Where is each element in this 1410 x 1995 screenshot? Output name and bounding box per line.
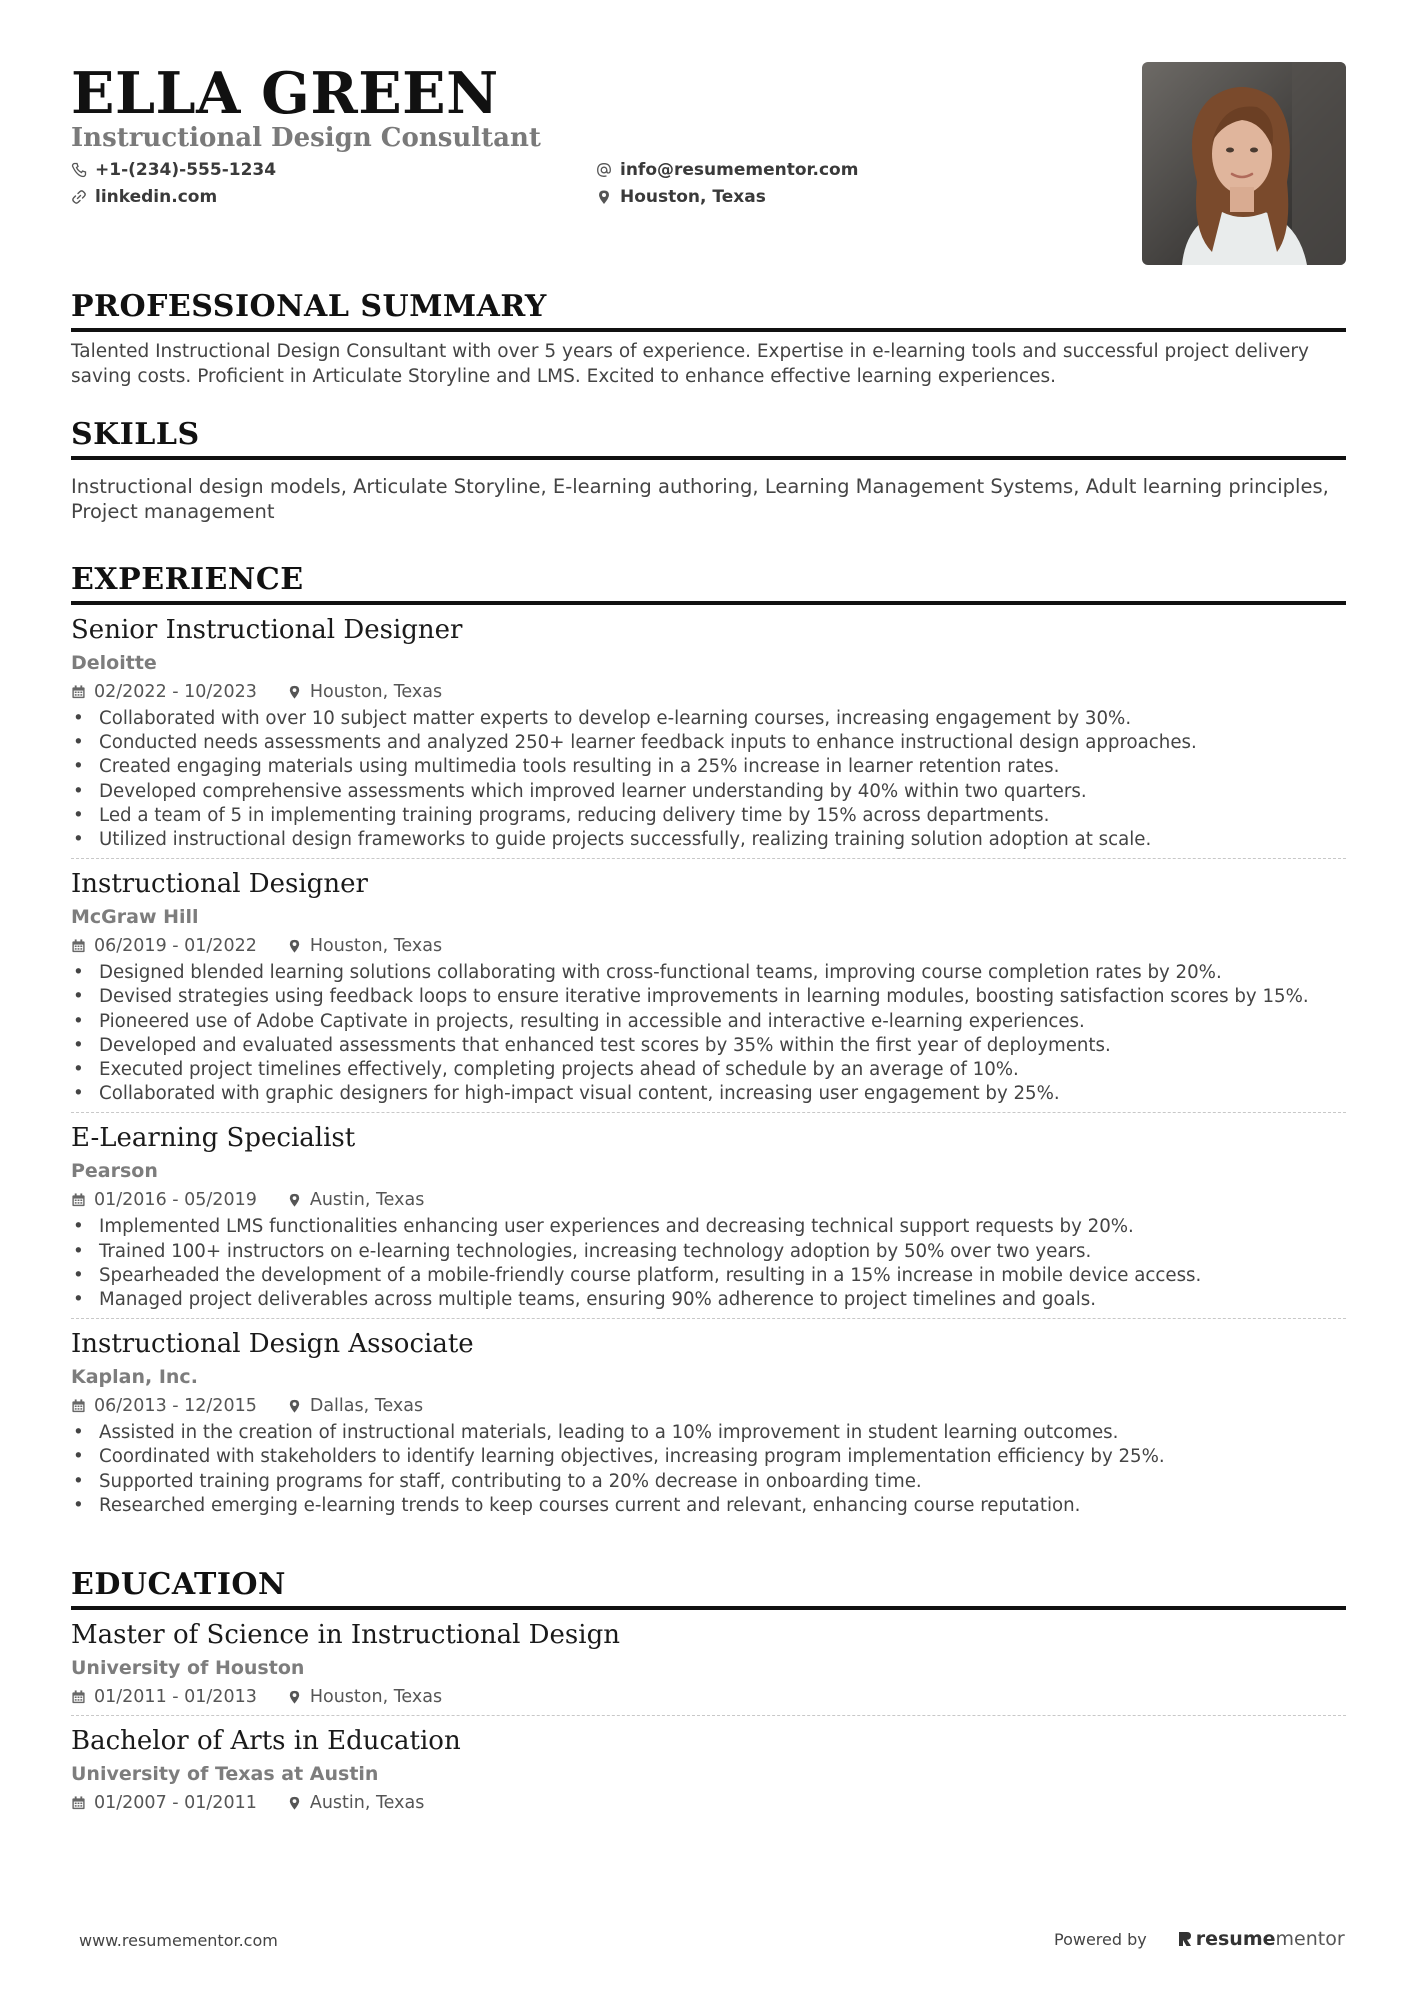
entry-dates: [71, 1394, 257, 1418]
dates-text: 06/2013 - 12/2015: [94, 1396, 257, 1417]
footer-powered: [1054, 1928, 1345, 1950]
achievement-item: • Devised strategies using feedback loops to ensure iterative improvements in learning modules, boosting satisfaction scores by 15%.: [71, 985, 1346, 1009]
location-text: Austin, Texas: [309, 1793, 425, 1813]
location-text: Austin, Texas: [309, 1190, 425, 1211]
link-icon: [71, 189, 87, 205]
location-text: Houston, Texas: [309, 936, 443, 957]
calendar-icon: [71, 938, 86, 954]
brand-bold: resume: [1195, 1928, 1276, 1950]
achievement-item: • Managed project deliverables across multiple teams, ensuring 90% adherence to project timelines and goals.: [71, 1288, 1346, 1312]
contact-phone: [71, 160, 276, 180]
summary-text: Talented Instructional Design Consultant with over 5 years of experience. Expertise in e-learning tools and successful project delivery saving costs. Proficient in Articulate Storyline and LMS. Excited to enhance effective learning experiences.: [71, 341, 1309, 387]
powered-by-label: Powered by: [1054, 1929, 1147, 1949]
entry-title: Senior Instructional Designer: [71, 615, 463, 645]
contact-email[interactable]: [596, 160, 858, 180]
achievement-list: [71, 1215, 1346, 1312]
dates-text: 01/2007 - 01/2011: [94, 1793, 257, 1813]
entry-location: [287, 680, 442, 704]
brand-logo[interactable]: [1177, 1928, 1345, 1950]
experience-entry: [71, 1327, 1346, 1524]
skills-text: Instructional design models, Articulate Storyline, E-learning authoring, Learning Management Systems, Adult learning principles, Project management: [71, 475, 1329, 523]
section-heading-education: EDUCATION: [71, 1568, 1346, 1610]
entry-organization: Kaplan, Inc.: [71, 1366, 198, 1389]
section-heading-experience: EXPERIENCE: [71, 563, 1346, 605]
resumementor-logo-icon: [1177, 1930, 1193, 1948]
brand-light: mentor: [1275, 1928, 1345, 1950]
entry-meta: [71, 680, 1346, 704]
achievement-item: • Executed project timelines effectively, completing projects ahead of schedule by an average of 10%.: [71, 1058, 1346, 1082]
achievement-item: • Collaborated with over 10 subject matter experts to develop e-learning courses, increasing engagement by 30%.: [71, 707, 1346, 731]
entry-organization: Pearson: [71, 1160, 158, 1183]
location-pin-icon: [287, 1192, 302, 1208]
entry-title: E-Learning Specialist: [71, 1123, 356, 1154]
entry-dates: [71, 934, 257, 958]
location-pin-icon: [287, 1398, 302, 1414]
achievement-item: • Trained 100+ instructors on e-learning technologies, increasing technology adoption by 50% over two years.: [71, 1240, 1346, 1264]
entry-dates: [71, 1685, 257, 1709]
profile-photo: [1142, 62, 1346, 265]
experience-entry: [71, 613, 1346, 859]
entry-location: [287, 1791, 425, 1815]
summary-section: [71, 290, 1346, 389]
location-pin-icon: [287, 1795, 302, 1811]
entry-title: Instructional Designer: [71, 869, 368, 900]
entry-location: [287, 934, 442, 958]
location-pin-icon: [287, 1689, 302, 1705]
entry-organization: University of Houston: [71, 1657, 305, 1679]
entry-location: [287, 1188, 425, 1212]
achievement-item: • Spearheaded the development of a mobile-friendly course platform, resulting in a 15% increase in mobile device access.: [71, 1264, 1346, 1288]
dates-text: 02/2022 - 10/2023: [94, 682, 257, 702]
dates-text: 01/2011 - 01/2013: [94, 1687, 257, 1707]
entry-dates: [71, 680, 257, 704]
entry-meta: [71, 1188, 1346, 1212]
entry-meta: [71, 1685, 1346, 1709]
location-text: Houston, Texas: [620, 187, 766, 207]
achievement-item: • Assisted in the creation of instructional materials, leading to a 10% improvement in student learning outcomes.: [71, 1421, 1346, 1445]
achievement-item: • Led a team of 5 in implementing training programs, reducing delivery time by 15% across departments.: [71, 804, 1346, 828]
resume-header: [71, 0, 1346, 260]
phone-icon: [71, 162, 87, 178]
experience-entry: [71, 867, 1346, 1113]
achievement-list: [71, 707, 1346, 852]
achievement-item: • Supported training programs for staff, contributing to a 20% decrease in onboarding time.: [71, 1470, 1346, 1494]
location-pin-icon: [287, 684, 302, 700]
entry-organization: Deloitte: [71, 652, 157, 674]
dates-text: 06/2019 - 01/2022: [94, 936, 257, 957]
calendar-icon: [71, 684, 86, 700]
entry-organization: McGraw Hill: [71, 906, 199, 929]
entry-title: Bachelor of Arts in Education: [71, 1726, 461, 1756]
dates-text: 01/2016 - 05/2019: [94, 1190, 257, 1211]
education-entry: [71, 1618, 1346, 1716]
location-text: Houston, Texas: [309, 682, 443, 702]
calendar-icon: [71, 1689, 86, 1705]
calendar-icon: [71, 1192, 86, 1208]
contact-location: [596, 187, 766, 207]
achievement-item: • Researched emerging e-learning trends to keep courses current and relevant, enhancing course reputation.: [71, 1494, 1346, 1518]
achievement-item: • Developed comprehensive assessments which improved learner understanding by 40% within two quarters.: [71, 780, 1346, 804]
skills-section: [71, 418, 1346, 524]
achievement-item: • Conducted needs assessments and analyzed 250+ learner feedback inputs to enhance instructional design approaches.: [71, 731, 1346, 755]
entry-organization: University of Texas at Austin: [71, 1763, 379, 1785]
section-heading-skills: SKILLS: [71, 418, 1346, 460]
candidate-name: ELLA GREEN: [71, 60, 499, 127]
achievement-item: • Created engaging materials using multimedia tools resulting in a 25% increase in learner retention rates.: [71, 755, 1346, 779]
location-text: Dallas, Texas: [309, 1396, 424, 1417]
achievement-item: • Pioneered use of Adobe Captivate in projects, resulting in accessible and interactive e-learning experiences.: [71, 1010, 1346, 1034]
education-list: [71, 1618, 1346, 1821]
entry-location: [287, 1394, 423, 1418]
experience-list: [71, 613, 1346, 1524]
calendar-icon: [71, 1398, 86, 1414]
location-pin-icon: [596, 189, 612, 205]
email-text[interactable]: info@resumementor.com: [620, 160, 859, 180]
experience-entry: [71, 1121, 1346, 1319]
achievement-item: • Developed and evaluated assessments that enhanced test scores by 35% within the first year of deployments.: [71, 1034, 1346, 1058]
entry-dates: [71, 1791, 257, 1815]
candidate-title: Instructional Design Consultant: [71, 123, 541, 153]
achievement-item: • Implemented LMS functionalities enhancing user experiences and decreasing technical support requests by 20%.: [71, 1215, 1346, 1239]
at-icon: [596, 162, 612, 178]
section-heading-summary: PROFESSIONAL SUMMARY: [71, 290, 1346, 332]
achievement-item: • Collaborated with graphic designers for high-impact visual content, increasing user engagement by 25%.: [71, 1082, 1346, 1106]
achievement-item: • Utilized instructional design frameworks to guide projects successfully, realizing training solution adoption at scale.: [71, 828, 1346, 852]
location-text: Houston, Texas: [309, 1687, 443, 1707]
entry-meta: [71, 934, 1346, 958]
footer-website[interactable]: www.resumementor.com: [79, 1931, 278, 1950]
achievement-item: • Designed blended learning solutions collaborating with cross-functional teams, improving course completion rates by 20%.: [71, 961, 1346, 985]
entry-meta: [71, 1791, 1346, 1815]
entry-title: Instructional Design Associate: [71, 1329, 474, 1360]
achievement-list: [71, 961, 1346, 1106]
education-entry: [71, 1724, 1346, 1821]
experience-section: [71, 563, 1346, 1524]
contact-linkedin[interactable]: [71, 187, 217, 207]
calendar-icon: [71, 1795, 86, 1811]
education-section: [71, 1568, 1346, 1821]
entry-title: Master of Science in Instructional Design: [71, 1620, 620, 1650]
location-pin-icon: [287, 938, 302, 954]
linkedin-text[interactable]: linkedin.com: [95, 187, 218, 207]
phone-text: +1-(234)-555-1234: [95, 160, 277, 180]
achievement-item: • Coordinated with stakeholders to identify learning objectives, increasing program implementation efficiency by 25%.: [71, 1445, 1346, 1469]
entry-dates: [71, 1188, 257, 1212]
entry-location: [287, 1685, 442, 1709]
achievement-list: [71, 1421, 1346, 1518]
entry-meta: [71, 1394, 1346, 1418]
